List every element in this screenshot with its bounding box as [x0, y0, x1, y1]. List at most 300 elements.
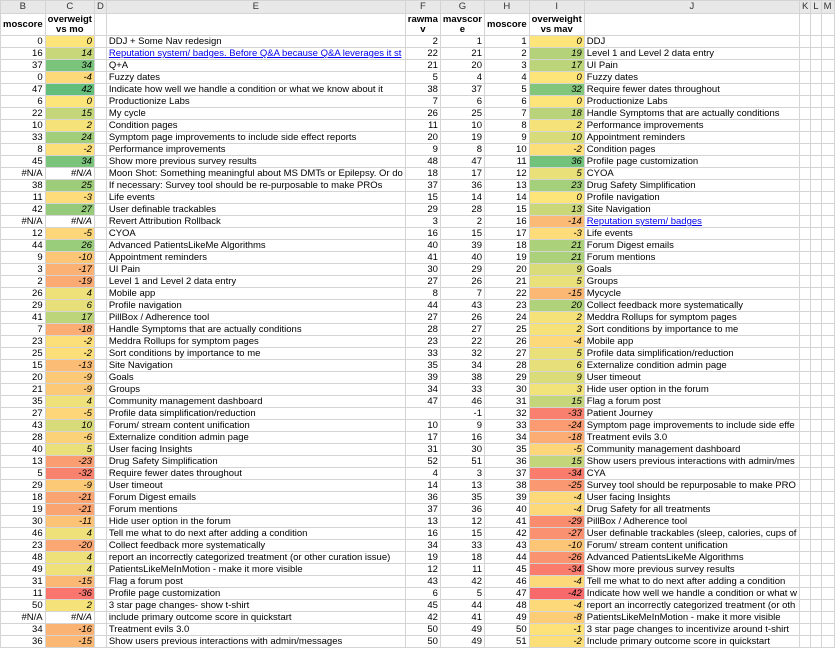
rawmav-cell[interactable]: 34: [405, 384, 440, 396]
blank-cell[interactable]: [799, 312, 810, 324]
overweight-mav-cell[interactable]: -26: [529, 552, 584, 564]
feature-cell[interactable]: Sort conditions by importance to me: [106, 348, 405, 360]
blank-cell[interactable]: [799, 144, 810, 156]
feature-2-cell[interactable]: Symptom page improvements to include side effe: [584, 420, 799, 432]
overweight-mo-cell[interactable]: 42: [45, 84, 94, 96]
blank-cell[interactable]: [94, 408, 106, 420]
overweight-mav-cell[interactable]: -2: [529, 636, 584, 648]
feature-cell[interactable]: Drug Safety Simplification: [106, 456, 405, 468]
moscore-cell[interactable]: 19: [1, 504, 46, 516]
moscore-cell[interactable]: 11: [1, 192, 46, 204]
blank-cell[interactable]: [811, 600, 821, 612]
blank-cell[interactable]: [811, 180, 821, 192]
feature-cell[interactable]: User definable trackables: [106, 204, 405, 216]
feature-2-cell[interactable]: Advanced PatientsLikeMe Algorithms: [584, 552, 799, 564]
feature-cell[interactable]: UI Pain: [106, 264, 405, 276]
feature-2-cell[interactable]: DDJ: [584, 36, 799, 48]
rawmav-cell[interactable]: 15: [405, 192, 440, 204]
mavscore-cell[interactable]: 46: [440, 396, 484, 408]
column-header[interactable]: F: [405, 1, 440, 14]
feature-2-cell[interactable]: CYOA: [584, 168, 799, 180]
blank-cell[interactable]: [799, 408, 810, 420]
blank-cell[interactable]: [821, 624, 834, 636]
moscore-cell[interactable]: 21: [1, 384, 46, 396]
blank-cell[interactable]: [799, 276, 810, 288]
blank-cell[interactable]: [811, 228, 821, 240]
feature-cell[interactable]: include primary outcome score in quickstart: [106, 612, 405, 624]
blank-cell[interactable]: [821, 72, 834, 84]
overweight-mo-cell[interactable]: 4: [45, 564, 94, 576]
moscore-2-cell[interactable]: 42: [485, 528, 530, 540]
rawmav-cell[interactable]: 29: [405, 204, 440, 216]
blank-cell[interactable]: [799, 360, 810, 372]
overweight-mo-cell[interactable]: 4: [45, 528, 94, 540]
blank-cell[interactable]: [811, 240, 821, 252]
overweight-mo-cell[interactable]: -9: [45, 372, 94, 384]
feature-2-cell[interactable]: Groups: [584, 276, 799, 288]
overweight-mo-cell[interactable]: #N/A: [45, 216, 94, 228]
overweight-mo-cell[interactable]: -20: [45, 540, 94, 552]
feature-2-cell[interactable]: report an incorrectly categorized treatment (or oth: [584, 600, 799, 612]
mavscore-cell[interactable]: 18: [440, 552, 484, 564]
blank-cell[interactable]: [94, 588, 106, 600]
overweight-mav-cell[interactable]: -4: [529, 492, 584, 504]
blank-cell[interactable]: [94, 192, 106, 204]
moscore-2-cell[interactable]: 37: [485, 468, 530, 480]
mavscore-cell[interactable]: 15: [440, 228, 484, 240]
blank-cell[interactable]: [821, 48, 834, 60]
moscore-cell[interactable]: 28: [1, 432, 46, 444]
moscore-2-cell[interactable]: 35: [485, 444, 530, 456]
feature-cell[interactable]: Indicate how well we handle a condition or what we know about it: [106, 84, 405, 96]
blank-cell[interactable]: [811, 588, 821, 600]
overweight-mav-cell[interactable]: -34: [529, 564, 584, 576]
rawmav-cell[interactable]: 17: [405, 432, 440, 444]
feature-2-cell[interactable]: Collect feedback more systematically: [584, 300, 799, 312]
feature-2-cell[interactable]: Hide user option in the forum: [584, 384, 799, 396]
blank-cell[interactable]: [94, 108, 106, 120]
feature-2-cell[interactable]: Profile data simplification/reduction: [584, 348, 799, 360]
blank-cell[interactable]: [821, 240, 834, 252]
feature-cell[interactable]: Appointment reminders: [106, 252, 405, 264]
blank-cell[interactable]: [811, 168, 821, 180]
rawmav-cell[interactable]: 13: [405, 516, 440, 528]
blank-cell[interactable]: [799, 108, 810, 120]
feature-cell[interactable]: Show users previous interactions with admin/messages: [106, 636, 405, 648]
blank-cell[interactable]: [94, 576, 106, 588]
blank-cell[interactable]: [94, 216, 106, 228]
blank-cell[interactable]: [811, 504, 821, 516]
feature-2-cell[interactable]: Flag a forum post: [584, 396, 799, 408]
blank-cell[interactable]: [811, 348, 821, 360]
feature-2-cell[interactable]: Sort conditions by importance to me: [584, 324, 799, 336]
feature-cell[interactable]: Productionize Labs: [106, 96, 405, 108]
overweight-mo-cell[interactable]: 4: [45, 396, 94, 408]
mavscore-cell[interactable]: 11: [440, 564, 484, 576]
blank-cell[interactable]: [811, 396, 821, 408]
blank-cell[interactable]: [811, 264, 821, 276]
overweight-mav-cell[interactable]: -4: [529, 576, 584, 588]
moscore-cell[interactable]: 44: [1, 240, 46, 252]
blank-cell[interactable]: [799, 252, 810, 264]
rawmav-cell[interactable]: 18: [405, 168, 440, 180]
moscore-cell[interactable]: 26: [1, 288, 46, 300]
blank-cell[interactable]: [799, 48, 810, 60]
overweight-mav-cell[interactable]: 0: [529, 72, 584, 84]
overweight-mav-cell[interactable]: 19: [529, 48, 584, 60]
feature-2-cell[interactable]: User timeout: [584, 372, 799, 384]
moscore-2-cell[interactable]: 38: [485, 480, 530, 492]
moscore-cell[interactable]: 16: [1, 48, 46, 60]
overweight-mav-cell[interactable]: 9: [529, 264, 584, 276]
moscore-cell[interactable]: 3: [1, 264, 46, 276]
overweight-mo-cell[interactable]: #N/A: [45, 612, 94, 624]
rawmav-cell[interactable]: 31: [405, 444, 440, 456]
blank-cell[interactable]: [799, 492, 810, 504]
feature-cell[interactable]: Level 1 and Level 2 data entry: [106, 276, 405, 288]
moscore-2-cell[interactable]: 39: [485, 492, 530, 504]
mavscore-cell[interactable]: 1: [440, 36, 484, 48]
blank-cell[interactable]: [799, 372, 810, 384]
moscore-2-cell[interactable]: 3: [485, 60, 530, 72]
overweight-mav-cell[interactable]: -3: [529, 228, 584, 240]
blank-cell[interactable]: [94, 468, 106, 480]
rawmav-cell[interactable]: 2: [405, 36, 440, 48]
blank-cell[interactable]: [811, 96, 821, 108]
blank-cell[interactable]: [799, 540, 810, 552]
blank-cell[interactable]: [811, 72, 821, 84]
moscore-cell[interactable]: 12: [1, 228, 46, 240]
blank-cell[interactable]: [94, 480, 106, 492]
overweight-mav-cell[interactable]: -14: [529, 216, 584, 228]
feature-cell[interactable]: Advanced PatientsLikeMe Algorithms: [106, 240, 405, 252]
blank-cell[interactable]: [821, 372, 834, 384]
blank-cell[interactable]: [811, 624, 821, 636]
blank-cell[interactable]: [821, 492, 834, 504]
blank-cell[interactable]: [821, 120, 834, 132]
moscore-2-cell[interactable]: 27: [485, 348, 530, 360]
overweight-mo-cell[interactable]: -5: [45, 408, 94, 420]
overweight-mo-cell[interactable]: -2: [45, 144, 94, 156]
feature-2-cell[interactable]: Profile navigation: [584, 192, 799, 204]
mavscore-cell[interactable]: 38: [440, 372, 484, 384]
blank-cell[interactable]: [799, 324, 810, 336]
blank-cell[interactable]: [811, 132, 821, 144]
blank-cell[interactable]: [821, 228, 834, 240]
blank-cell[interactable]: [821, 96, 834, 108]
feature-cell[interactable]: Externalize condition admin page: [106, 432, 405, 444]
overweight-mo-cell[interactable]: 4: [45, 288, 94, 300]
overweight-mo-cell[interactable]: -10: [45, 252, 94, 264]
moscore-cell[interactable]: 0: [1, 72, 46, 84]
feature-2-cell[interactable]: Productionize Labs: [584, 96, 799, 108]
blank-cell[interactable]: [94, 444, 106, 456]
moscore-cell[interactable]: 33: [1, 132, 46, 144]
blank-cell[interactable]: [811, 60, 821, 72]
feature-2-cell[interactable]: Show users previous interactions with admin/mes: [584, 456, 799, 468]
moscore-cell[interactable]: 18: [1, 492, 46, 504]
overweight-mav-cell[interactable]: 5: [529, 348, 584, 360]
moscore-cell[interactable]: #N/A: [1, 168, 46, 180]
rawmav-cell[interactable]: 39: [405, 372, 440, 384]
feature-cell[interactable]: Goals: [106, 372, 405, 384]
feature-cell[interactable]: Reputation system/ badges. Before Q&A because Q&A leverages it st: [106, 48, 405, 60]
feature-cell[interactable]: Groups: [106, 384, 405, 396]
overweight-mo-cell[interactable]: 27: [45, 204, 94, 216]
mavscore-cell[interactable]: 4: [440, 72, 484, 84]
blank-cell[interactable]: [94, 36, 106, 48]
overweight-mo-cell[interactable]: -23: [45, 456, 94, 468]
feature-cell[interactable]: Meddra Rollups for symptom pages: [106, 336, 405, 348]
overweight-mo-cell[interactable]: -19: [45, 276, 94, 288]
blank-cell[interactable]: [821, 600, 834, 612]
moscore-cell[interactable]: 50: [1, 600, 46, 612]
blank-cell[interactable]: [94, 528, 106, 540]
rawmav-cell[interactable]: 43: [405, 576, 440, 588]
mavscore-cell[interactable]: 26: [440, 312, 484, 324]
overweight-mav-cell[interactable]: 15: [529, 396, 584, 408]
feature-cell[interactable]: User facing Insights: [106, 444, 405, 456]
overweight-mav-cell[interactable]: 0: [529, 36, 584, 48]
mavscore-cell[interactable]: 10: [440, 120, 484, 132]
blank-cell[interactable]: [821, 324, 834, 336]
rawmav-cell[interactable]: 22: [405, 48, 440, 60]
blank-cell[interactable]: [799, 216, 810, 228]
blank-cell[interactable]: [799, 96, 810, 108]
moscore-cell[interactable]: 37: [1, 60, 46, 72]
mavscore-cell[interactable]: 40: [440, 252, 484, 264]
overweight-mo-cell[interactable]: -15: [45, 636, 94, 648]
overweight-mav-cell[interactable]: 23: [529, 180, 584, 192]
blank-cell[interactable]: [821, 576, 834, 588]
overweight-mo-cell[interactable]: 6: [45, 300, 94, 312]
blank-cell[interactable]: [821, 612, 834, 624]
overweight-mo-cell[interactable]: 5: [45, 444, 94, 456]
mavscore-cell[interactable]: -1: [440, 408, 484, 420]
feature-cell[interactable]: Community management dashboard: [106, 396, 405, 408]
mavscore-cell[interactable]: 49: [440, 624, 484, 636]
header-rawmav[interactable]: rawma v: [405, 14, 440, 36]
blank-cell[interactable]: [94, 336, 106, 348]
overweight-mo-cell[interactable]: 26: [45, 240, 94, 252]
blank-cell[interactable]: [821, 276, 834, 288]
overweight-mav-cell[interactable]: 3: [529, 384, 584, 396]
overweight-mav-cell[interactable]: -42: [529, 588, 584, 600]
feature-cell[interactable]: Condition pages: [106, 120, 405, 132]
mavscore-cell[interactable]: 8: [440, 144, 484, 156]
rawmav-cell[interactable]: 30: [405, 264, 440, 276]
overweight-mav-cell[interactable]: -33: [529, 408, 584, 420]
overweight-mo-cell[interactable]: -4: [45, 72, 94, 84]
column-header[interactable]: E: [106, 1, 405, 14]
overweight-mav-cell[interactable]: 21: [529, 252, 584, 264]
feature-cell[interactable]: Flag a forum post: [106, 576, 405, 588]
mavscore-cell[interactable]: 26: [440, 276, 484, 288]
blank-cell[interactable]: [811, 288, 821, 300]
blank-cell[interactable]: [94, 252, 106, 264]
blank-cell[interactable]: [799, 456, 810, 468]
blank-cell[interactable]: [94, 264, 106, 276]
overweight-mo-cell[interactable]: -2: [45, 336, 94, 348]
rawmav-cell[interactable]: 45: [405, 600, 440, 612]
blank-cell[interactable]: [94, 396, 106, 408]
overweight-mo-cell[interactable]: 14: [45, 48, 94, 60]
mavscore-cell[interactable]: 20: [440, 60, 484, 72]
feature-cell[interactable]: Life events: [106, 192, 405, 204]
moscore-2-cell[interactable]: 6: [485, 96, 530, 108]
overweight-mo-cell[interactable]: 15: [45, 108, 94, 120]
blank-cell[interactable]: [799, 504, 810, 516]
blank-cell[interactable]: [821, 84, 834, 96]
feature-cell[interactable]: Moon Shot: Something meaningful about MS DMTs or Epilepsy. Or do: [106, 168, 405, 180]
rawmav-cell[interactable]: 36: [405, 492, 440, 504]
rawmav-cell[interactable]: 23: [405, 336, 440, 348]
blank-cell[interactable]: [94, 564, 106, 576]
blank-cell[interactable]: [94, 600, 106, 612]
moscore-2-cell[interactable]: 13: [485, 180, 530, 192]
mavscore-cell[interactable]: 43: [440, 300, 484, 312]
overweight-mo-cell[interactable]: -9: [45, 480, 94, 492]
blank-cell[interactable]: [799, 288, 810, 300]
feature-cell[interactable]: User timeout: [106, 480, 405, 492]
moscore-cell[interactable]: 7: [1, 324, 46, 336]
feature-2-cell[interactable]: CYA: [584, 468, 799, 480]
rawmav-cell[interactable]: 27: [405, 312, 440, 324]
overweight-mo-cell[interactable]: -2: [45, 348, 94, 360]
mavscore-cell[interactable]: 7: [440, 288, 484, 300]
rawmav-cell[interactable]: 10: [405, 420, 440, 432]
rawmav-cell[interactable]: 12: [405, 564, 440, 576]
blank-cell[interactable]: [94, 132, 106, 144]
blank-cell[interactable]: [821, 168, 834, 180]
blank-cell[interactable]: [799, 204, 810, 216]
blank-cell[interactable]: [811, 540, 821, 552]
blank-cell[interactable]: [94, 492, 106, 504]
rawmav-cell[interactable]: 50: [405, 636, 440, 648]
feature-cell[interactable]: Profile data simplification/reduction: [106, 408, 405, 420]
moscore-cell[interactable]: 5: [1, 468, 46, 480]
mavscore-cell[interactable]: 16: [440, 432, 484, 444]
blank-cell[interactable]: [799, 72, 810, 84]
blank-cell[interactable]: [799, 120, 810, 132]
moscore-cell[interactable]: #N/A: [1, 216, 46, 228]
overweight-mav-cell[interactable]: 2: [529, 324, 584, 336]
blank-cell[interactable]: [811, 420, 821, 432]
moscore-2-cell[interactable]: 47: [485, 588, 530, 600]
blank-cell[interactable]: [811, 444, 821, 456]
blank-cell[interactable]: [799, 264, 810, 276]
blank-cell[interactable]: [94, 504, 106, 516]
blank-cell[interactable]: [799, 132, 810, 144]
mavscore-cell[interactable]: 36: [440, 504, 484, 516]
moscore-cell[interactable]: 48: [1, 552, 46, 564]
feature-cell[interactable]: Mobile app: [106, 288, 405, 300]
blank-cell[interactable]: [94, 288, 106, 300]
moscore-2-cell[interactable]: 33: [485, 420, 530, 432]
feature-2-cell[interactable]: Include primary outcome score in quickstart: [584, 636, 799, 648]
blank-cell[interactable]: [811, 216, 821, 228]
overweight-mav-cell[interactable]: 5: [529, 276, 584, 288]
mavscore-cell[interactable]: 15: [440, 528, 484, 540]
blank-cell[interactable]: [811, 552, 821, 564]
moscore-2-cell[interactable]: 24: [485, 312, 530, 324]
blank-cell[interactable]: [94, 360, 106, 372]
mavscore-cell[interactable]: 51: [440, 456, 484, 468]
feature-2-cell[interactable]: Require fewer dates throughout: [584, 84, 799, 96]
moscore-2-cell[interactable]: 11: [485, 156, 530, 168]
blank-cell[interactable]: [811, 48, 821, 60]
blank-cell[interactable]: [94, 636, 106, 648]
blank-cell[interactable]: [94, 84, 106, 96]
mavscore-cell[interactable]: 29: [440, 264, 484, 276]
rawmav-cell[interactable]: 27: [405, 276, 440, 288]
moscore-cell[interactable]: 22: [1, 108, 46, 120]
blank-cell[interactable]: [821, 264, 834, 276]
moscore-cell[interactable]: 13: [1, 456, 46, 468]
moscore-2-cell[interactable]: 12: [485, 168, 530, 180]
moscore-2-cell[interactable]: 23: [485, 300, 530, 312]
moscore-cell[interactable]: 30: [1, 516, 46, 528]
mavscore-cell[interactable]: 47: [440, 156, 484, 168]
rawmav-cell[interactable]: 5: [405, 72, 440, 84]
feature-cell[interactable]: Symptom page improvements to include side effect reports: [106, 132, 405, 144]
rawmav-cell[interactable]: 44: [405, 300, 440, 312]
blank-cell[interactable]: [821, 204, 834, 216]
mavscore-cell[interactable]: 17: [440, 168, 484, 180]
mavscore-cell[interactable]: 6: [440, 96, 484, 108]
feature-cell[interactable]: Forum mentions: [106, 504, 405, 516]
feature-cell[interactable]: Handle Symptoms that are actually conditions: [106, 324, 405, 336]
blank-cell[interactable]: [811, 300, 821, 312]
mavscore-cell[interactable]: 27: [440, 324, 484, 336]
overweight-mav-cell[interactable]: -5: [529, 444, 584, 456]
moscore-2-cell[interactable]: 17: [485, 228, 530, 240]
blank-cell[interactable]: [94, 624, 106, 636]
blank-cell[interactable]: [94, 540, 106, 552]
moscore-2-cell[interactable]: 25: [485, 324, 530, 336]
blank-cell[interactable]: [94, 348, 106, 360]
overweight-mav-cell[interactable]: 2: [529, 312, 584, 324]
blank-cell[interactable]: [94, 144, 106, 156]
blank-cell[interactable]: [94, 48, 106, 60]
blank-cell[interactable]: [821, 60, 834, 72]
feature-cell[interactable]: PillBox / Adherence tool: [106, 312, 405, 324]
overweight-mo-cell[interactable]: 24: [45, 132, 94, 144]
blank-cell[interactable]: [94, 72, 106, 84]
feature-cell[interactable]: PatientsLikeMeInMotion - make it more visible: [106, 564, 405, 576]
header-mavscore[interactable]: mavscor e: [440, 14, 484, 36]
feature-2-cell[interactable]: Community management dashboard: [584, 444, 799, 456]
blank-cell[interactable]: [811, 492, 821, 504]
feature-2-cell[interactable]: Site Navigation: [584, 204, 799, 216]
moscore-2-cell[interactable]: 18: [485, 240, 530, 252]
overweight-mav-cell[interactable]: -2: [529, 144, 584, 156]
feature-2-cell[interactable]: Indicate how well we handle a condition or what w: [584, 588, 799, 600]
rawmav-cell[interactable]: 52: [405, 456, 440, 468]
blank-cell[interactable]: [799, 60, 810, 72]
mavscore-cell[interactable]: 41: [440, 612, 484, 624]
moscore-2-cell[interactable]: 45: [485, 564, 530, 576]
moscore-cell[interactable]: 10: [1, 120, 46, 132]
overweight-mo-cell[interactable]: 0: [45, 36, 94, 48]
overweight-mo-cell[interactable]: 17: [45, 312, 94, 324]
overweight-mo-cell[interactable]: -17: [45, 264, 94, 276]
moscore-2-cell[interactable]: 30: [485, 384, 530, 396]
moscore-cell[interactable]: 23: [1, 336, 46, 348]
rawmav-cell[interactable]: 26: [405, 108, 440, 120]
moscore-cell[interactable]: 6: [1, 96, 46, 108]
feature-2-cell[interactable]: Drug Safety for all treatments: [584, 504, 799, 516]
